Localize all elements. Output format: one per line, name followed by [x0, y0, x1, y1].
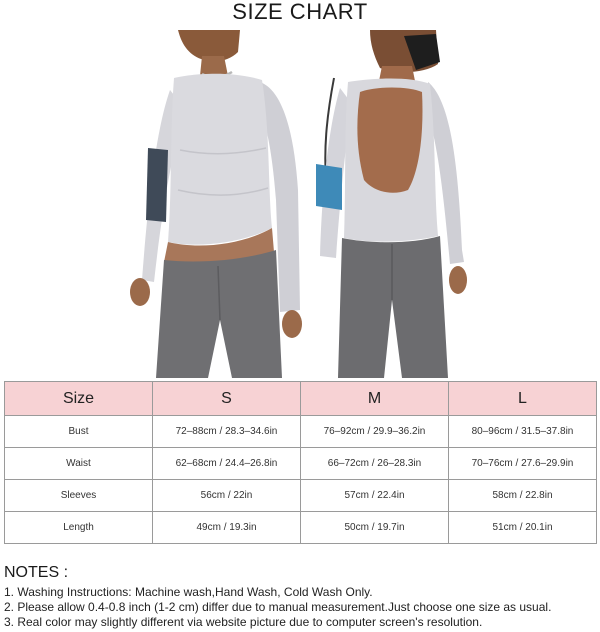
- table-cell: 80–96cm / 31.5–37.8in: [449, 416, 597, 448]
- header-m: M: [301, 382, 449, 416]
- model-back-photo: [312, 30, 482, 378]
- row-label-sleeves: Sleeves: [5, 480, 153, 512]
- table-row: [5, 480, 597, 512]
- table-header-row: [5, 382, 597, 416]
- note-line-washing: 1. Washing Instructions: Machine wash,Hand Wash, Cold Wash Only.: [4, 585, 373, 599]
- table-cell: 76–92cm / 29.9–36.2in: [301, 416, 449, 448]
- notes-title: NOTES :: [4, 564, 69, 581]
- table-cell: 70–76cm / 27.6–29.9in: [449, 448, 597, 480]
- table-cell: 57cm / 22.4in: [301, 480, 449, 512]
- table-cell: 56cm / 22in: [153, 480, 301, 512]
- table-cell: 50cm / 19.7in: [301, 512, 449, 544]
- note-line-color: 3. Real color may slightly different via website picture due to computer screen's resolution.: [4, 615, 483, 629]
- row-label-waist: Waist: [5, 448, 153, 480]
- table-cell: 66–72cm / 26–28.3in: [301, 448, 449, 480]
- header-l: L: [449, 382, 597, 416]
- table-cell: 62–68cm / 24.4–26.8in: [153, 448, 301, 480]
- table-cell: 58cm / 22.8in: [449, 480, 597, 512]
- row-label-bust: Bust: [5, 416, 153, 448]
- table-cell: 51cm / 20.1in: [449, 512, 597, 544]
- size-chart-table: [4, 381, 597, 544]
- table-cell: 49cm / 19.3in: [153, 512, 301, 544]
- table-row: [5, 448, 597, 480]
- table-row: [5, 512, 597, 544]
- page-title: SIZE CHART: [232, 0, 368, 24]
- header-size: Size: [5, 382, 153, 416]
- note-line-measurement: 2. Please allow 0.4-0.8 inch (1-2 cm) differ due to manual measurement.Just choose one size as usual.: [4, 600, 552, 614]
- table-row: [5, 416, 597, 448]
- header-s: S: [153, 382, 301, 416]
- notes-section: [4, 563, 596, 630]
- row-label-length: Length: [5, 512, 153, 544]
- table-cell: 72–88cm / 28.3–34.6in: [153, 416, 301, 448]
- model-front-photo: [120, 30, 315, 378]
